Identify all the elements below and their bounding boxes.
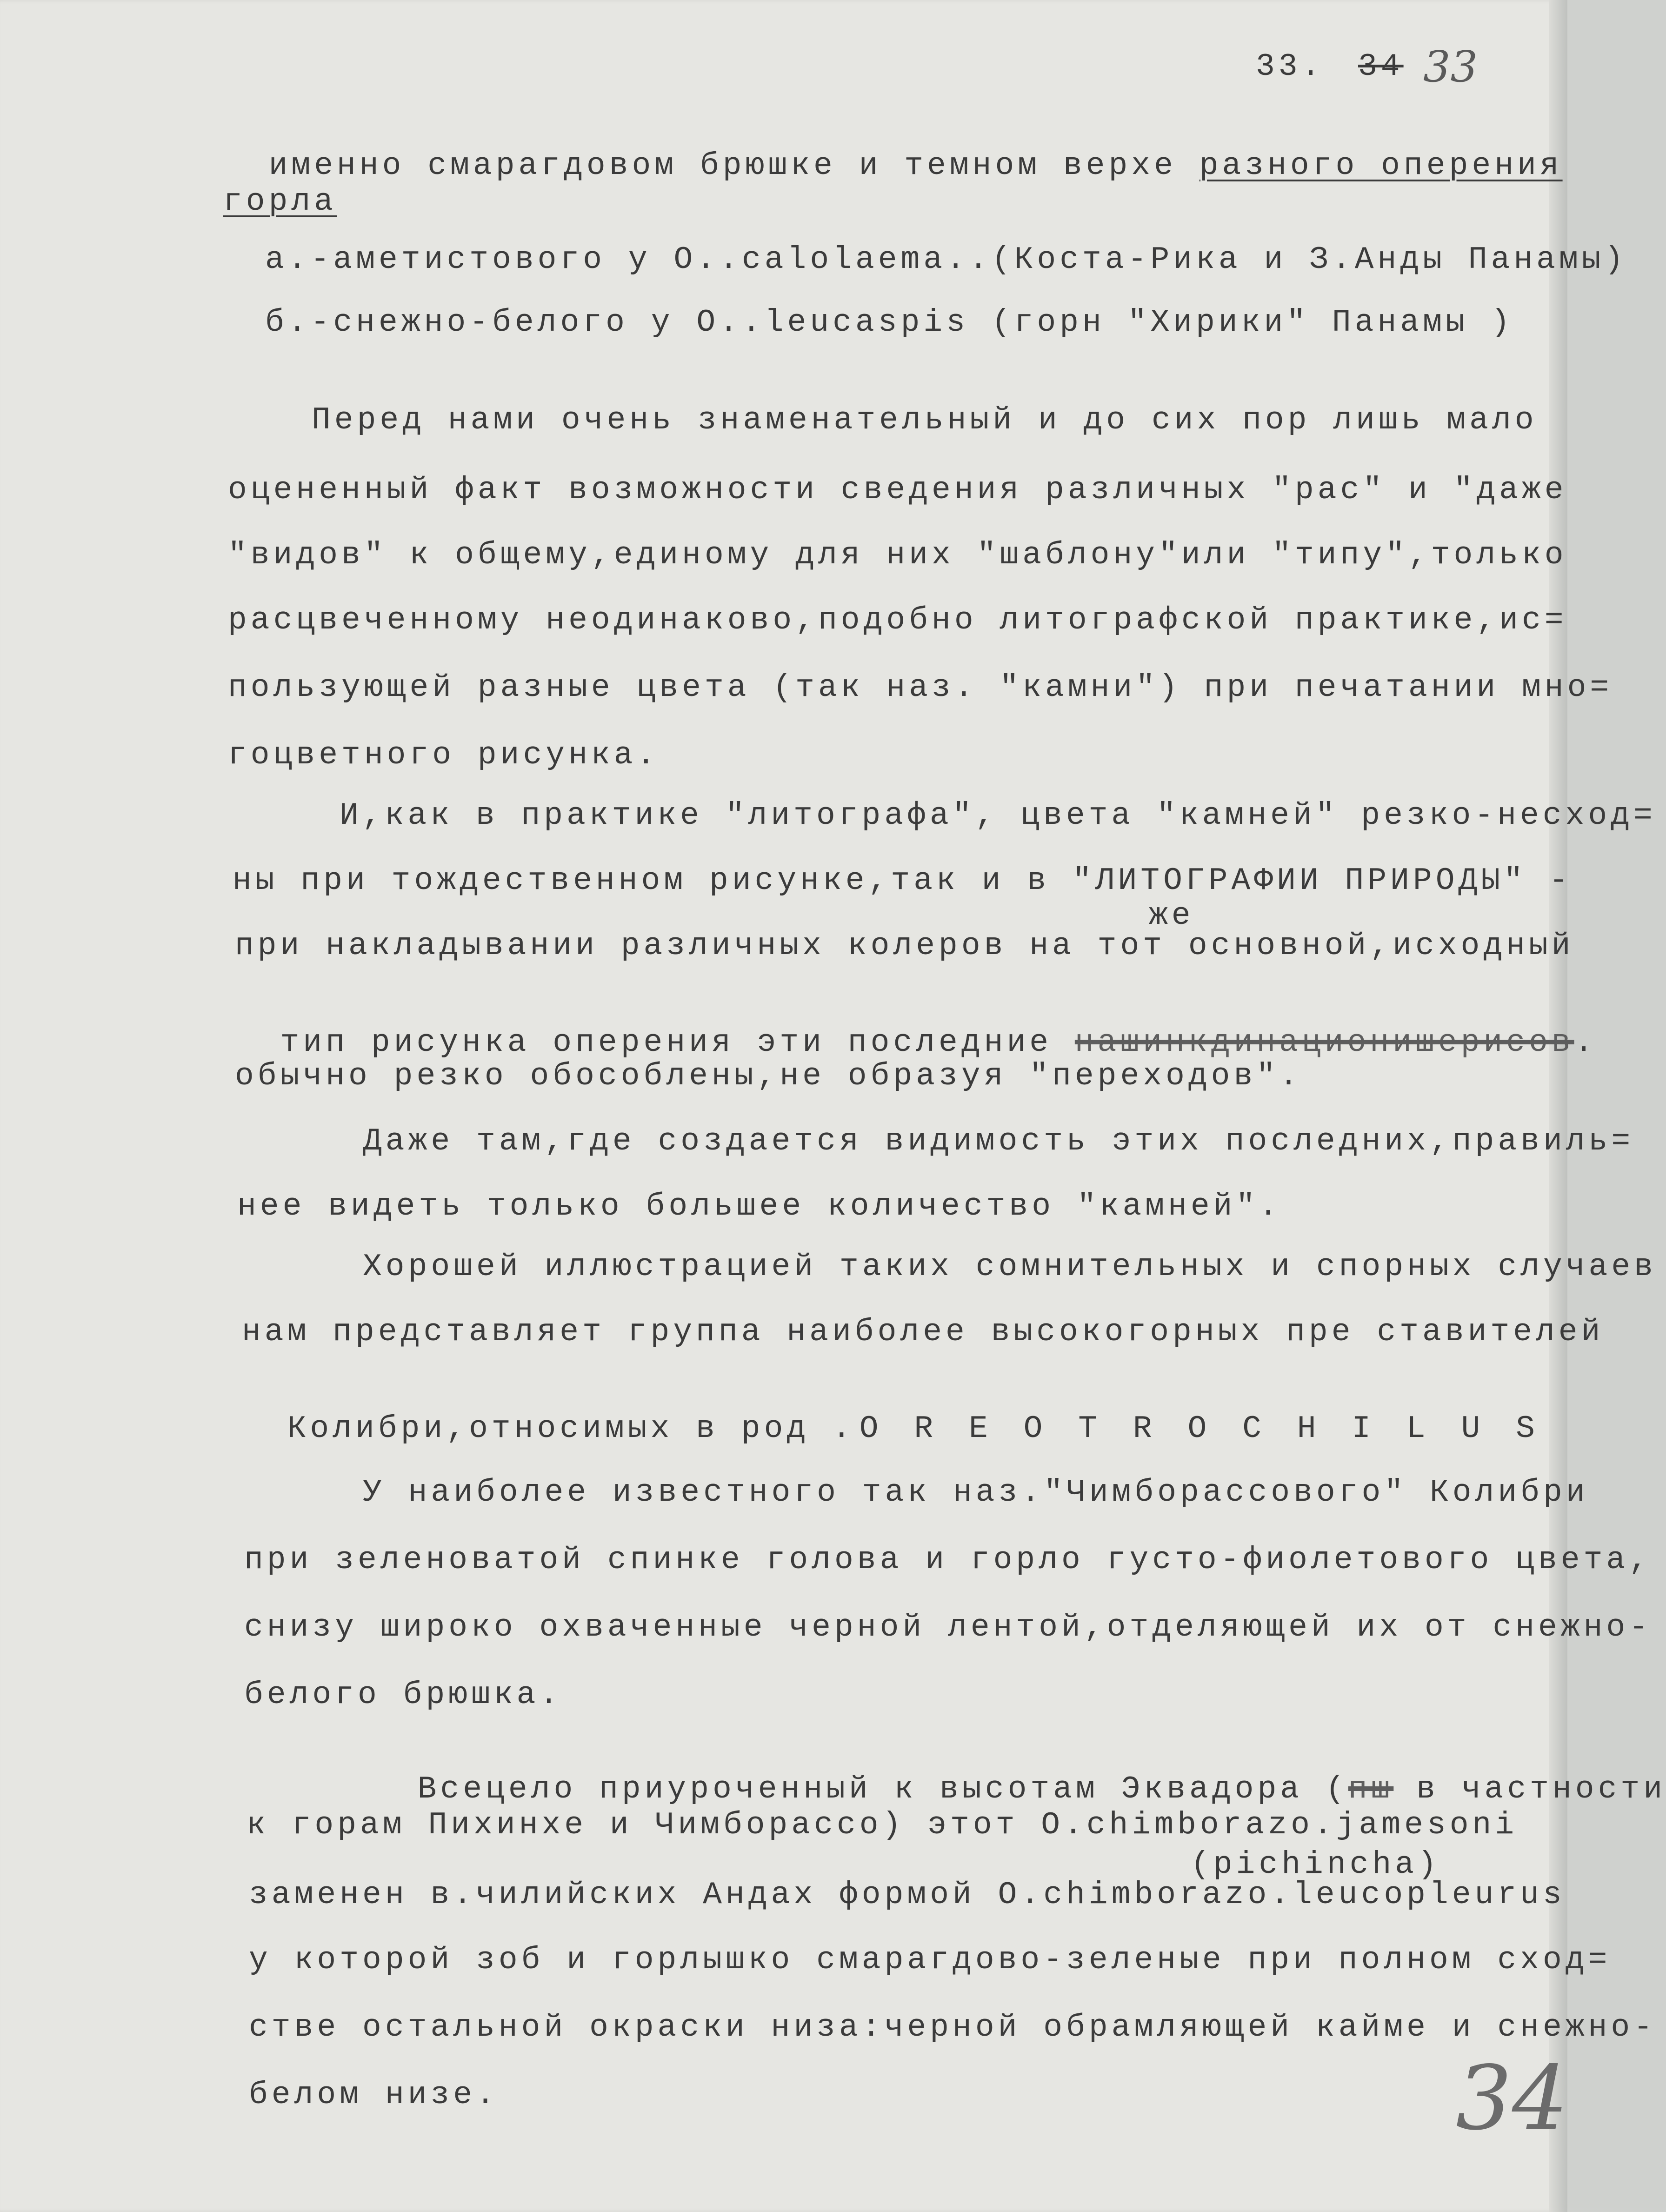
genus-name: .O R E O T R O C H I L U S [832,1411,1543,1447]
paragraph-1-line-3: "видов" к общему,единому для них "шаблону"или "типу",только [228,537,1567,573]
list-item-a: а.-аметистового у О..calolaema..(Коста-Рика и З.Анды Панамы) [265,242,1627,278]
paragraph-6-line-4: у которой зоб и горлышко смарагдово-зеленые при полном сход= [249,1942,1611,1978]
subspecies-note: (pichincha) [1191,1847,1440,1883]
paragraph-2-line-4 [235,996,1597,1059]
paragraph-1-line-1: Перед нами очень знаменательный и до сих пор лишь мало [312,402,1538,438]
paragraph-6-line-6: белом низе. [249,2077,499,2113]
paragraph-4-line-2: нам представляет группа наиболее высокогорных пре ставителей [242,1314,1604,1350]
paragraph-5-line-4: белого брюшка. [244,1677,562,1713]
paragraph-6-line-1-text: Всецело приуроченный к высотам Эквадора ( [417,1771,1348,1807]
struck-word: пш [1348,1771,1394,1807]
paragraph-6-line-1-tail: в частности [1393,1771,1666,1807]
paragraph-6-line-1 [372,1742,1666,1805]
paragraph-4-line-3 [242,1382,1543,1445]
margin-folio-number: 34 [1456,2047,1568,2150]
paragraph-3-line-2: нее видеть только большее количество "камней". [237,1189,1282,1224]
paragraph-2-line-1: И,как в практике "литографа", цвета "камней" резко-несход= [340,798,1656,834]
paragraph-6-line-3: заменен в.чилийских Андах формой O.chimborazo.leucopleurus [249,1877,1566,1913]
struck-page-number: 34 [1358,49,1404,85]
paragraph-1-line-2: оцененный факт возможности сведения различных "рас" и "даже [228,472,1567,508]
paragraph-4-line-1: Хорошей иллюстрацией таких сомнительных и спорных случаев [363,1249,1657,1285]
underlined-phrase: разного оперения [1199,148,1563,184]
list-item-b: б.-снежно-белого у О..leucaspis (горн "Хирики" Панамы ) [265,305,1514,341]
paragraph-6-line-2: к горам Пихинхе и Чимборассо) этот O.chimborazo.jamesoni [247,1807,1518,1843]
paragraph-2-line-2: ны при тождественном рисунке,так и в "ЛИТОГРАФИИ ПРИРОДЫ" - [233,863,1572,899]
paragraph-3-line-1: Даже там,где создается видимость этих последних,правиль= [363,1123,1634,1159]
paragraph-5-line-1: У наиболее известного так наз."Чимборассового" Колибри [363,1475,1589,1510]
paragraph-5-line-2: при зеленоватой спинке голова и горло густо-фиолетового цвета, [244,1542,1652,1578]
text-line-1 [223,119,1563,182]
text-line-2: горла [223,184,337,220]
overtyped-text: нашинкдинационишерисов [1074,1025,1574,1061]
period-mark: . [1574,1025,1597,1061]
paragraph-2-line-4-text: тип рисунка оперения эти последние [280,1025,1075,1061]
handwritten-page-number: 33 [1423,42,1478,92]
paragraph-1-line-5: пользующей разные цвета (так наз. "камни") при печатании мно= [228,670,1613,706]
paragraph-2-line-5: обычно резко обособлены,не образуя "переходов". [235,1058,1302,1094]
text-line-1-plain: именно смарагдовом брюшке и темном верхе [268,148,1200,184]
paragraph-1-line-4: расцвеченному неодинаково,подобно литографской практике,ис= [228,602,1567,638]
interlinear-insert: же [1149,898,1194,934]
paragraph-2-line-3: при накладывании различных колеров на тот основной,исходный [235,928,1574,964]
paragraph-4-line-3-text: Колибри,относимых в род [287,1411,832,1447]
paragraph-5-line-3: снизу широко охваченные черной лентой,отделяющей их от снежно- [244,1610,1652,1645]
page-number: 33. [1256,49,1324,85]
paragraph-1-line-6: гоцветного рисунка. [228,737,660,773]
paragraph-6-line-5: стве остальной окраски низа:черной обрамляющей кайме и снежно- [249,2010,1657,2045]
